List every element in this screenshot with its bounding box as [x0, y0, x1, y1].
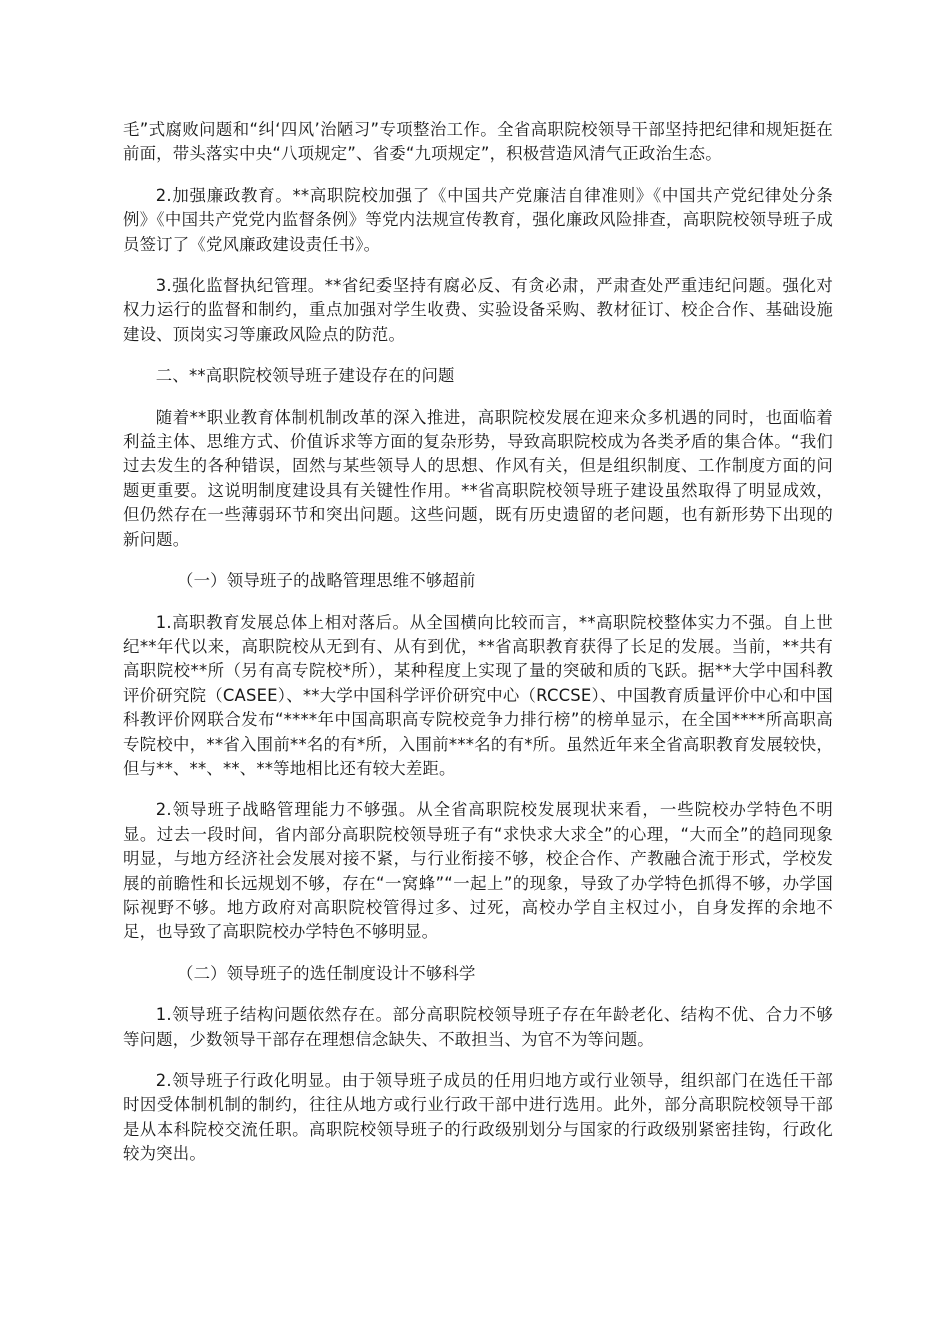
paragraph-strategic-capability: 2.领导班子战略管理能力不够强。从全省高职院校发展现状来看，一些院校办学特色不明显。过去一段时间，省内部分高职院校领导班子有“求快求大求全”的心理，“大而全”的趋同现象明显，与地方经济社会发展对接不紧，与行业衔接不够，校企合作、产教融合流于形式，学校发展的前瞻性和长远规划不够，存在“一窝蜂”“一起上”的现象，导致了办学特色抓得不够，办学国际视野不够。地方政府对高职院校管得过多、过死，高校办学自主权过小，自身发挥的余地不足，也导致了高职院校办学特色不够明显。 [123, 800, 833, 942]
paragraph-development-lagging: 1.高职教育发展总体上相对落后。从全国横向比较而言，**高职院校整体实力不强。自上世纪**年代以来，高职院校从无到有、从有到优，**省高职教育获得了长足的发展。当前，**共有高职院校**所（另有高专院校*所），某种程度上实现了量的突破和质的飞跃。据**大学中国科教评价研究院（CASEE）、**大学中国科学评价研究中心（RCCSE）、中国教育质量评价中心和中国科教评价网联合发布“****年中国高职高专院校竞争力排行榜”的榜单显示，在全国****所高职高专院校中，**省入围前**名的有*所，入围前***名的有*所。虽然近年来全省高职教育发展较快，但与**、**、**、**等地相比还有较大差距。 [123, 612, 833, 778]
paragraph-team-structure: 1.领导班子结构问题依然存在。部分高职院校领导班子存在年龄老化、结构不优、合力不够等问题，少数领导干部存在理想信念缺失、不敢担当、为官不为等问题。 [123, 1005, 833, 1049]
subheading-selection-system: （二）领导班子的选任制度设计不够科学 [177, 963, 476, 983]
paragraph-supervision: 3.强化监督执纪管理。**省纪委坚持有腐必反、有贪必肃，严肃查处严重违纪问题。强化对权力运行的监督和制约，重点加强对学生收费、实验设备采购、教材征订、校企合作、基础设施建设、顶岗实习等廉政风险点的防范。 [123, 276, 833, 344]
paragraph-continued: 毛”式腐败问题和“纠‘四风’治陋习”专项整治工作。全省高职院校领导干部坚持把纪律和规矩挺在前面，带头落实中央“八项规定”、省委“九项规定”，积极营造风清气正政治生态。 [123, 120, 833, 164]
paragraph-administrative: 2.领导班子行政化明显。由于领导班子成员的任用归地方或行业领导，组织部门在选任干部时因受体制机制的制约，往往从地方或行业行政干部中进行选用。此外，部分高职院校领导干部是从本科院校交流任职。高职院校领导班子的行政级别划分与国家的行政级别紧密挂钩，行政化较为突出。 [123, 1071, 833, 1164]
section-heading-problems: 二、**高职院校领导班子建设存在的问题 [155, 366, 455, 386]
paragraph-integrity-education: 2.加强廉政教育。**高职院校加强了《中国共产党廉洁自律准则》《中国共产党纪律处分条例》《中国共产党党内监督条例》等党内法规宣传教育，强化廉政风险排查，高职院校领导班子成员签订了《党风廉政建设责任书》。 [123, 185, 833, 254]
subheading-strategic-thinking: （一）领导班子的战略管理思维不够超前 [177, 571, 476, 591]
document-body [123, 118, 833, 1184]
paragraph-problems-intro: 随着**职业教育体制机制改革的深入推进，高职院校发展在迎来众多机遇的同时，也面临着利益主体、思维方式、价值诉求等方面的复杂形势，导致高职院校成为各类矛盾的集合体。“我们过去发生的各种错误，固然与某些领导人的思想、作风有关，但是组织制度、工作制度方面的问题更重要。这说明制度建设具有关键性作用。**省高职院校领导班子建设虽然取得了明显成效，但仍然存在一些薄弱环节和突出问题。这些问题，既有历史遗留的老问题，也有新形势下出现的新问题。 [123, 407, 833, 549]
